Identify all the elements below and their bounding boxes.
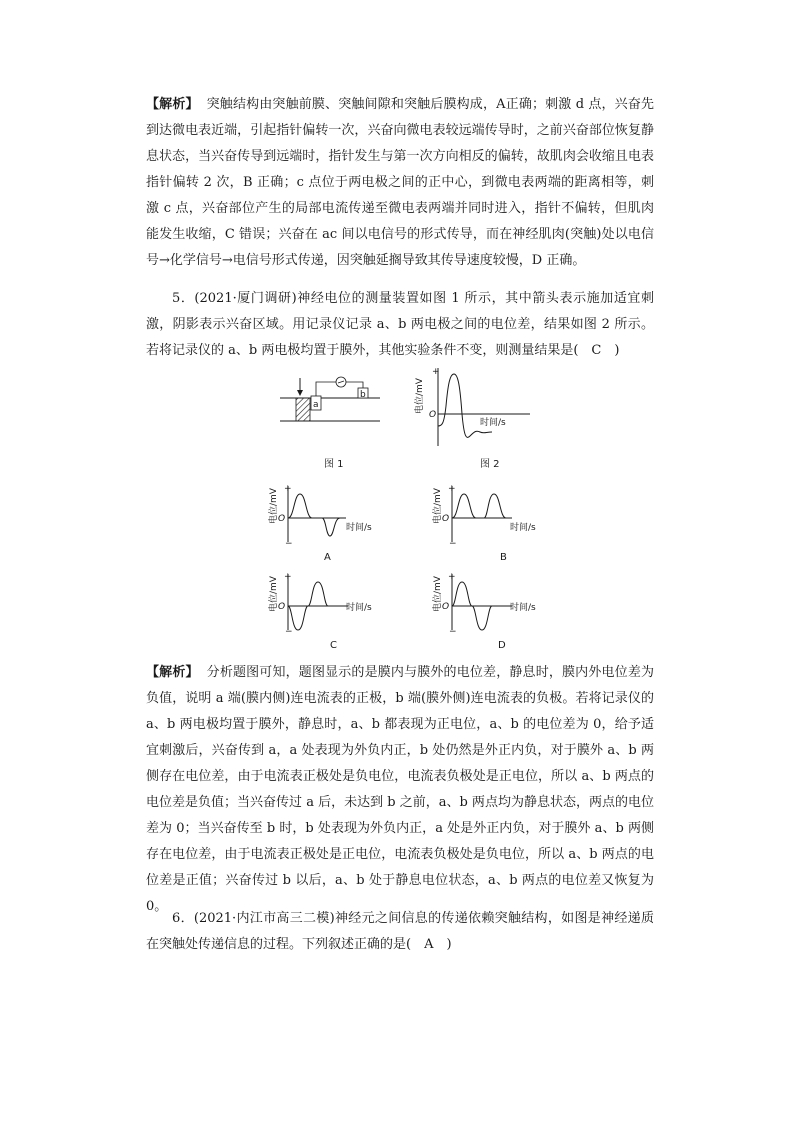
analysis-paragraph-1: [146, 92, 654, 274]
electrode-b-label: b: [360, 390, 366, 400]
minus-sign: −: [285, 539, 293, 549]
analysis-tag: 【解析】: [146, 97, 199, 112]
option-c-graph: [268, 572, 388, 636]
excited-region: [296, 398, 310, 421]
option-a-caption: A: [324, 552, 331, 563]
minus-sign: −: [449, 539, 457, 549]
plus-sign: +: [448, 572, 456, 582]
option-c-caption: C: [330, 640, 337, 651]
option-d-graph: [432, 572, 552, 636]
question-6-text: 6．(2021·内江市高三二模)神经元之间信息的传递依赖突触结构，如图是神经递质在突触处传递信息的过程。下列叙述正确的是( A ): [146, 911, 654, 952]
x-axis-label: 时间/s: [346, 603, 372, 613]
x-axis-label: 时间/s: [510, 603, 536, 613]
x-axis-label: 时间/s: [346, 523, 372, 533]
origin-label: O: [442, 514, 450, 524]
analysis-paragraph-2: [146, 660, 654, 920]
option-b-curve: [452, 494, 506, 518]
analysis-text: 分析题图可知，题图显示的是膜内与膜外的电位差，静息时，膜内外电位差为负值，说明 a 端(膜内侧)连电流表的正极，b 端(膜外侧)连电流表的负极。若将记录仪的 a、b 两电极均置于膜外，静息时，a、b 都表现为正电位，a、b 的电位差为 0，给予适宜刺激后，兴奋传到 a，a 处表现为外负内正，b 处仍然是外正内负，对于膜外 a、b 两侧存在电位差，由于电流表正极处是负电位，电流表负极处是正电位，所以 a、b 两点的电位差是负值；当兴奋传过 a 后，未达到 b 之前，a、b 两点均为静息状态，两点的电位差为 0；当兴奋传至 b 时，b 处表现为外负内正，a 处是外正内负，对于膜外 a、b 两侧存在电位差，由于电流表正极处是正电位，电流表负极处是负电位，所以 a、b 两点的电位差是正值；兴奋传过 b 以后，a、b 处于静息电位状态，a、b 两点的电位差又恢复为 0。: [146, 665, 654, 914]
question-5-text: 5．(2021·厦门调研)神经电位的测量装置如图 1 所示，其中箭头表示施加适宜刺激，阴影表示兴奋区域。用记录仪记录 a、b 两电极之间的电位差，结果如图 2 所示。若将记录仪的 a、b 两电极均置于膜外，其他实验条件不变，则测量结果是( C ): [146, 291, 654, 358]
option-b-caption: B: [500, 552, 507, 563]
origin-label: O: [278, 514, 286, 524]
y-axis-label: 电位/mV: [269, 576, 279, 612]
option-a-curve: [288, 494, 340, 536]
plus-sign: +: [284, 572, 292, 582]
origin-label: O: [278, 602, 286, 612]
plus-sign: +: [448, 484, 456, 494]
origin-label: O: [429, 410, 437, 420]
origin-label: O: [442, 602, 450, 612]
question-5: [146, 286, 654, 364]
option-a-graph: [268, 484, 388, 548]
electrode-a-label: a: [313, 400, 319, 410]
option-d-caption: D: [498, 640, 506, 651]
y-axis-label: 电位/mV: [433, 576, 443, 612]
minus-sign: −: [449, 627, 457, 637]
y-axis-label: 电位/mV: [269, 488, 279, 524]
figure-2-graph: [415, 366, 550, 456]
minus-sign: −: [285, 627, 293, 637]
figure-1-apparatus: [280, 376, 390, 436]
plus-sign: +: [432, 367, 440, 377]
y-axis-label: 电位/mV: [415, 378, 425, 414]
x-axis-label: 时间/s: [480, 418, 506, 428]
plus-sign: +: [284, 484, 292, 494]
figure-2-caption: 图 2: [480, 459, 500, 470]
option-b-graph: [432, 484, 552, 548]
y-axis-label: 电位/mV: [433, 488, 443, 524]
x-axis-label: 时间/s: [510, 523, 536, 533]
figure-1-caption: 图 1: [324, 459, 344, 470]
question-6: [146, 906, 654, 958]
analysis-tag: 【解析】: [146, 665, 199, 680]
analysis-text: 突触结构由突触前膜、突触间隙和突触后膜构成，A正确；刺激 d 点，兴奋先到达微电表近端，引起指针偏转一次，兴奋向微电表较远端传导时，之前兴奋部位恢复静息状态，当兴奋传导到远端时，指针发生与第一次方向相反的偏转，故肌肉会收缩且电表指针偏转 2 次，B 正确；c 点位于两电极之间的正中心，到微电表两端的距离相等，刺激 c 点，兴奋部位产生的局部电流传递至微电表两端并同时进入，指针不偏转，但肌肉能发生收缩，C 错误；兴奋在 ac 间以电信号的形式传导，而在神经肌肉(突触)处以电信号→化学信号→电信号形式传递，因突触延搁导致其传导速度较慢，D 正确。: [146, 97, 654, 268]
